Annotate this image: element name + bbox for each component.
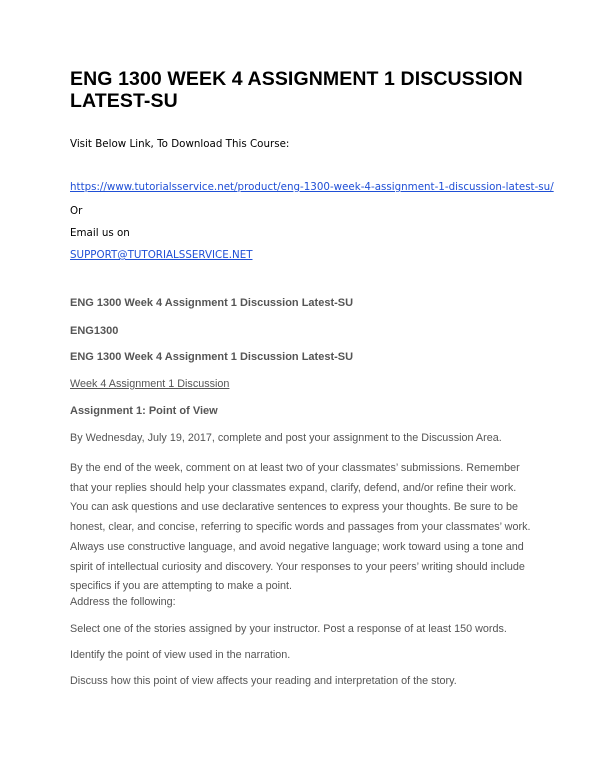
course-download-link[interactable]: https://www.tutorialsservice.net/product/eng-1300-week-4-assignment-1-discussion-latest-su/ — [70, 181, 554, 193]
section-heading-repeat: ENG 1300 Week 4 Assignment 1 Discussion Latest-SU — [70, 351, 354, 363]
support-email-link[interactable]: SUPPORT@TUTORIALSSERVICE.NET — [70, 249, 253, 261]
course-code: ENG1300 — [70, 325, 119, 337]
or-label: Or — [70, 205, 83, 217]
instructions-paragraph: By the end of the week, comment on at least two of your classmates’ submissions. Remember that your replies should help your classmates expand, clarify, defend, and/or refine their work. You can ask questions and use declarative sentences to express your thoughts. Be sure to be honest, clear, and concise, referring to specific words and passages from your classmates’ work. Always use constructive language, and avoid negative language; work toward using a tone and spirit of intellectual curiosity and discovery. Your responses to your peers’ writing should include specifics if you are attempting to make a point. — [70, 462, 531, 593]
task-item: Select one of the stories assigned by your instructor. Post a response of at least 150 words. — [70, 623, 507, 635]
due-date-text: By Wednesday, July 19, 2017, complete and post your assignment to the Discussion Area. — [70, 432, 502, 444]
visit-instruction: Visit Below Link, To Download This Course: — [70, 138, 290, 150]
address-label: Address the following: — [70, 596, 176, 608]
task-item: Identify the point of view used in the narration. — [70, 649, 291, 661]
assignment-heading: Assignment 1: Point of View — [70, 405, 218, 417]
section-heading: ENG 1300 Week 4 Assignment 1 Discussion Latest-SU — [70, 297, 354, 309]
discussion-link[interactable]: Week 4 Assignment 1 Discussion — [70, 378, 230, 390]
task-item: Discuss how this point of view affects your reading and interpretation of the story. — [70, 675, 457, 687]
email-label: Email us on — [70, 227, 130, 239]
document-title: ENG 1300 WEEK 4 ASSIGNMENT 1 DISCUSSION LATEST-SU — [70, 68, 523, 112]
